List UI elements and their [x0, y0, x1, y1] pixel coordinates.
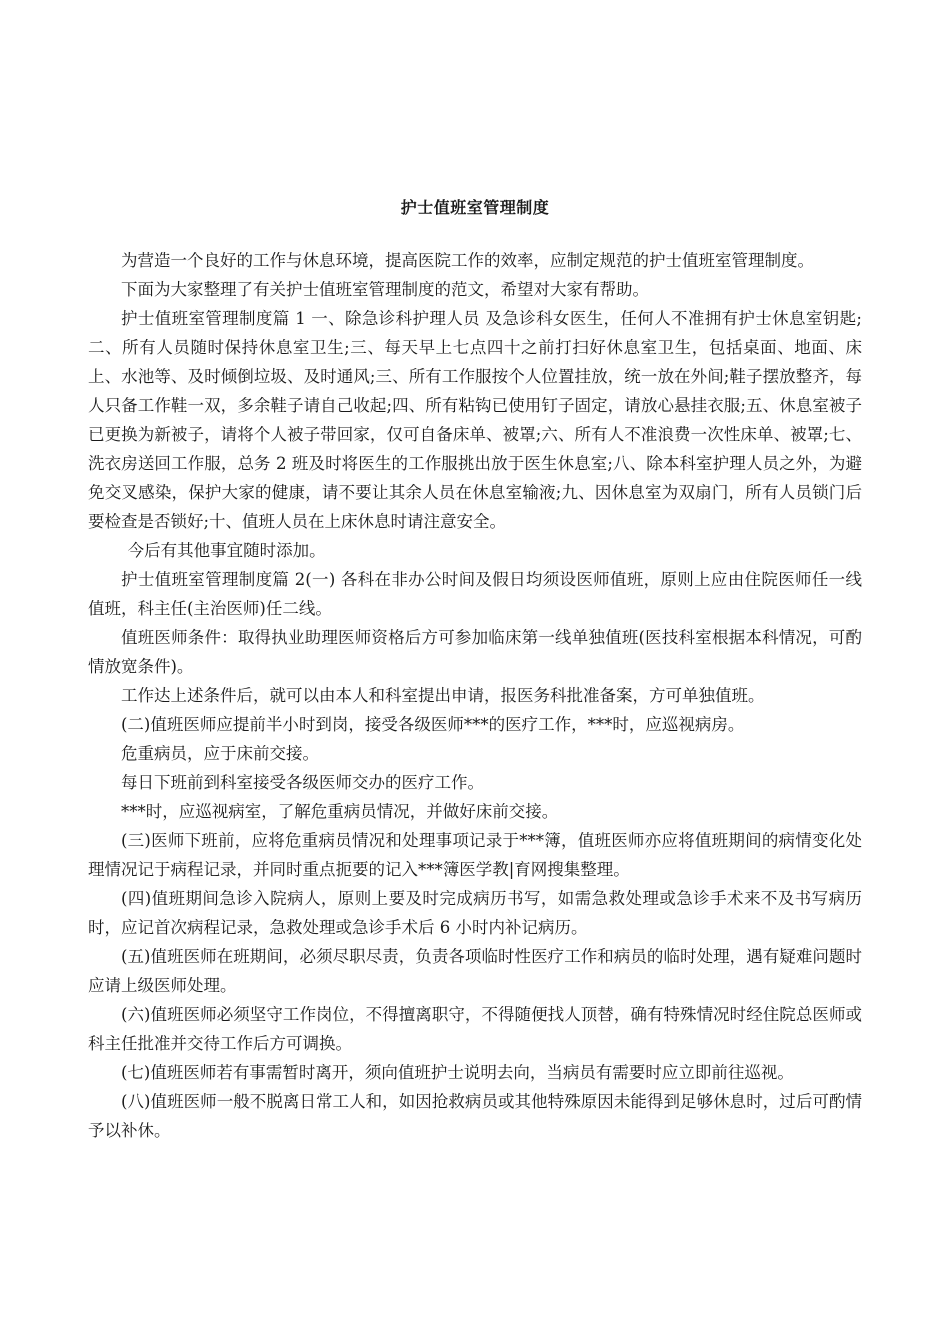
paragraph-section-7: (七)值班医师若有事需暂时离开，须向值班护士说明去向，当病员有需要时应立即前往巡视。: [121, 1063, 794, 1082]
paragraph-section-5: (五)值班医师在班期间，必须尽职尽责，负责各项临时性医疗工作和病员的临时处理，遇有疑难问题时应请上级医师处理。: [88, 947, 862, 995]
paragraph-section-2: (二)值班医师应提前半小时到岗，接受各级医师***的医疗工作，***时，应巡视病房。: [121, 715, 745, 734]
paragraph-rules-2-intro: 护士值班室管理制度篇 2(一) 各科在非办公时间及假日均须设医师值班，原则上应由住院医师任一线值班，科主任(主治医师)任二线。: [88, 570, 862, 618]
paragraph-section-3: (三)医师下班前，应将危重病员情况和处理事项记录于***簿，值班医师亦应将值班期间的病情变化处理情况记于病程记录，并同时重点扼要的记入***簿医学教|育网搜集整理。: [88, 831, 862, 879]
paragraph-note: 下面为大家整理了有关护士值班室管理制度的范文，希望对大家有帮助。: [121, 280, 649, 299]
paragraph-bedside-handover: 危重病员，应于床前交接。: [121, 744, 319, 763]
paragraph-section-4: (四)值班期间急诊入院病人，原则上要及时完成病历书写，如需急救处理或急诊手术来不及书写病历时，应记首次病程记录，急救处理或急诊手术后 6 小时内补记病历。: [88, 889, 862, 937]
document-page: [88, 196, 862, 1145]
paragraph-ward-round: ***时，应巡视病室，了解危重病员情况，并做好床前交接。: [121, 802, 559, 821]
document-title: 护士值班室管理制度: [400, 198, 550, 217]
paragraph-intro: 为营造一个良好的工作与休息环境，提高医院工作的效率，应制定规范的护士值班室管理制度。: [121, 251, 814, 270]
paragraph-section-6: (六)值班医师必须坚守工作岗位，不得擅离职守，不得随便找人顶替，确有特殊情况时经住院总医师或科主任批准并交待工作后方可调换。: [88, 1005, 862, 1053]
paragraph-doctor-conditions: 值班医师条件：取得执业助理医师资格后方可参加临床第一线单独值班(医技科室根据本科情况，可酌情放宽条件)。: [88, 628, 862, 676]
paragraph-approval: 工作达上述条件后，就可以由本人和科室提出申请，报医务科批准备案，方可单独值班。: [121, 686, 765, 705]
paragraph-rules-1: 护士值班室管理制度篇 1 一、除急诊科护理人员 及急诊科女医生，任何人不准拥有护士休息室钥匙;二、所有人员随时保持休息室卫生;三、每天早上七点四十之前打扫好休息室卫生，包括桌面、地面、床上、水池等、及时倾倒垃圾、及时通风;三、所有工作服按个人位置挂放，统一放在外间;鞋子摆放整齐，每人只备工作鞋一双，多余鞋子请自己收起;四、所有粘钩已使用钉子固定，请放心悬挂衣服;五、休息室被子已更换为新被子，请将个人被子带回家，仅可自备床单、被罩;六、所有人不准浪费一次性床单、被罩;七、洗衣房送回工作服，总务 2 班及时将医生的工作服挑出放于医生休息室;八、除本科室护理人员之外，为避免交叉感染，保护大家的健康，请不要让其余人员在休息室输液;九、因休息室为双扇门，所有人员锁门后要检查是否锁好;十、值班人员在上床休息时请注意安全。: [88, 309, 862, 531]
paragraph-daily-tasks: 每日下班前到科室接受各级医师交办的医疗工作。: [121, 773, 484, 792]
paragraph-addendum: 今后有其他事宜随时添加。: [127, 541, 326, 560]
paragraph-section-8: (八)值班医师一般不脱离日常工人和，如因抢救病员或其他特殊原因未能得到足够休息时，过后可酌情予以补休。: [88, 1092, 862, 1140]
